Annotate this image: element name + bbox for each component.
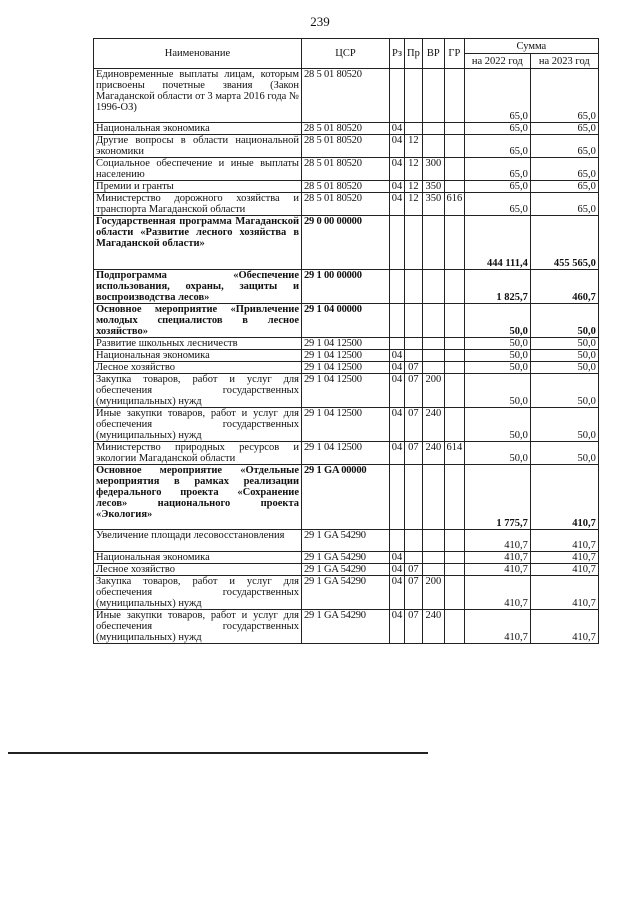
row-csr: 29 1 00 00000 — [302, 270, 390, 304]
row-amount-2022: 50,0 — [464, 374, 530, 408]
row-vr — [422, 362, 444, 374]
row-amount-2023: 50,0 — [530, 374, 598, 408]
row-amount-2022: 410,7 — [464, 552, 530, 564]
table-row — [94, 304, 599, 338]
row-rz: 04 — [390, 193, 405, 216]
row-gr — [444, 304, 464, 338]
table-row — [94, 216, 599, 270]
row-rz — [390, 338, 405, 350]
row-gr — [444, 564, 464, 576]
row-csr: 29 1 04 12500 — [302, 442, 390, 465]
row-pr — [405, 216, 423, 270]
row-name: Подпрограмма «Обеспечение использования, охраны, защиты и воспроизводства лесов» — [94, 270, 302, 304]
row-name: Основное мероприятие «Отдельные мероприятия в рамках реализации федерального проекта «Сохранение лесов» национального проекта «Экология» — [94, 465, 302, 530]
row-amount-2023: 65,0 — [530, 193, 598, 216]
row-amount-2022: 50,0 — [464, 408, 530, 442]
row-vr — [422, 530, 444, 552]
row-pr — [405, 552, 423, 564]
row-gr — [444, 465, 464, 530]
table-row — [94, 530, 599, 552]
row-rz: 04 — [390, 158, 405, 181]
table-row — [94, 442, 599, 465]
row-amount-2022: 65,0 — [464, 193, 530, 216]
row-gr — [444, 362, 464, 374]
row-vr — [422, 69, 444, 123]
row-name: Закупка товаров, работ и услуг для обеспечения государственных (муниципальных) нужд — [94, 576, 302, 610]
page-number: 239 — [310, 14, 330, 29]
row-gr: 614 — [444, 442, 464, 465]
row-rz: 04 — [390, 374, 405, 408]
row-rz: 04 — [390, 610, 405, 644]
row-rz — [390, 69, 405, 123]
row-amount-2023: 65,0 — [530, 181, 598, 193]
row-vr: 200 — [422, 576, 444, 610]
row-vr — [422, 135, 444, 158]
row-pr: 07 — [405, 442, 423, 465]
row-pr — [405, 530, 423, 552]
row-csr: 28 5 01 80520 — [302, 123, 390, 135]
row-rz: 04 — [390, 181, 405, 193]
table-row — [94, 350, 599, 362]
row-csr: 28 5 01 80520 — [302, 158, 390, 181]
row-csr: 29 1 04 12500 — [302, 362, 390, 374]
header-year-2022: на 2022 год — [464, 54, 530, 69]
row-amount-2023: 410,7 — [530, 530, 598, 552]
table-row — [94, 158, 599, 181]
row-amount-2023: 410,7 — [530, 610, 598, 644]
row-name: Единовременные выплаты лицам, которым присвоены почетные звания (Закон Магаданской области от 3 марта 2016 года № 1996-ОЗ) — [94, 69, 302, 123]
row-rz — [390, 216, 405, 270]
table-row — [94, 338, 599, 350]
row-csr: 29 1 04 12500 — [302, 338, 390, 350]
table-row — [94, 408, 599, 442]
header-csr: ЦСР — [302, 39, 390, 69]
row-csr: 29 1 GA 54290 — [302, 530, 390, 552]
row-name: Министерство природных ресурсов и экологии Магаданской области — [94, 442, 302, 465]
row-amount-2023: 410,7 — [530, 552, 598, 564]
row-vr: 240 — [422, 408, 444, 442]
row-name: Закупка товаров, работ и услуг для обеспечения государственных (муниципальных) нужд — [94, 374, 302, 408]
row-name: Государственная программа Магаданской области «Развитие лесного хозяйства в Магаданской области» — [94, 216, 302, 270]
row-amount-2022: 50,0 — [464, 362, 530, 374]
row-pr: 12 — [405, 158, 423, 181]
row-gr — [444, 135, 464, 158]
row-pr: 07 — [405, 374, 423, 408]
footnote-rule — [8, 752, 428, 754]
table-row — [94, 123, 599, 135]
row-amount-2022: 50,0 — [464, 304, 530, 338]
row-amount-2022: 65,0 — [464, 69, 530, 123]
row-vr — [422, 564, 444, 576]
row-amount-2023: 65,0 — [530, 158, 598, 181]
header-name: Наименование — [94, 39, 302, 69]
row-name: Иные закупки товаров, работ и услуг для обеспечения государственных (муниципальных) нужд — [94, 408, 302, 442]
row-amount-2023: 50,0 — [530, 362, 598, 374]
row-amount-2023: 50,0 — [530, 408, 598, 442]
row-amount-2023: 410,7 — [530, 564, 598, 576]
row-amount-2023: 410,7 — [530, 465, 598, 530]
table-row — [94, 270, 599, 304]
row-amount-2022: 410,7 — [464, 610, 530, 644]
row-gr — [444, 270, 464, 304]
row-amount-2023: 50,0 — [530, 442, 598, 465]
row-amount-2023: 50,0 — [530, 304, 598, 338]
row-gr — [444, 350, 464, 362]
header-rz: Рз — [390, 39, 405, 69]
row-rz: 04 — [390, 564, 405, 576]
row-rz — [390, 465, 405, 530]
row-vr: 200 — [422, 374, 444, 408]
row-gr — [444, 123, 464, 135]
row-csr: 29 0 00 00000 — [302, 216, 390, 270]
row-pr: 12 — [405, 135, 423, 158]
row-amount-2022: 410,7 — [464, 530, 530, 552]
row-rz: 04 — [390, 350, 405, 362]
row-gr: 616 — [444, 193, 464, 216]
row-pr: 07 — [405, 408, 423, 442]
row-pr: 07 — [405, 576, 423, 610]
row-rz: 04 — [390, 123, 405, 135]
row-name: Премии и гранты — [94, 181, 302, 193]
row-amount-2022: 65,0 — [464, 181, 530, 193]
row-amount-2023: 65,0 — [530, 123, 598, 135]
row-amount-2022: 50,0 — [464, 442, 530, 465]
table-row — [94, 193, 599, 216]
row-amount-2022: 50,0 — [464, 350, 530, 362]
header-gr: ГР — [444, 39, 464, 69]
row-vr: 240 — [422, 442, 444, 465]
table-row — [94, 552, 599, 564]
row-rz — [390, 270, 405, 304]
row-amount-2022: 65,0 — [464, 123, 530, 135]
table-row — [94, 135, 599, 158]
row-name: Другие вопросы в области национальной экономики — [94, 135, 302, 158]
row-pr — [405, 123, 423, 135]
row-pr — [405, 338, 423, 350]
row-pr — [405, 304, 423, 338]
row-pr — [405, 270, 423, 304]
row-pr: 12 — [405, 193, 423, 216]
row-csr: 29 1 GA 00000 — [302, 465, 390, 530]
row-vr — [422, 270, 444, 304]
row-amount-2023: 455 565,0 — [530, 216, 598, 270]
row-gr — [444, 610, 464, 644]
header-year-2023: на 2023 год — [530, 54, 598, 69]
row-name: Основное мероприятие «Привлечение молодых специалистов в лесное хозяйство» — [94, 304, 302, 338]
row-name: Лесное хозяйство — [94, 564, 302, 576]
row-pr — [405, 350, 423, 362]
row-csr: 29 1 GA 54290 — [302, 552, 390, 564]
header-vr: ВР — [422, 39, 444, 69]
row-rz: 04 — [390, 442, 405, 465]
row-csr: 29 1 GA 54290 — [302, 610, 390, 644]
row-amount-2023: 50,0 — [530, 350, 598, 362]
row-amount-2023: 460,7 — [530, 270, 598, 304]
row-rz: 04 — [390, 576, 405, 610]
row-gr — [444, 69, 464, 123]
row-gr — [444, 408, 464, 442]
table-row — [94, 362, 599, 374]
row-name: Социальное обеспечение и иные выплаты населению — [94, 158, 302, 181]
row-vr — [422, 304, 444, 338]
table-row — [94, 564, 599, 576]
row-csr: 29 1 04 00000 — [302, 304, 390, 338]
row-rz — [390, 304, 405, 338]
row-name: Увеличение площади лесовосстановления — [94, 530, 302, 552]
budget-table — [93, 38, 599, 644]
row-gr — [444, 552, 464, 564]
row-gr — [444, 216, 464, 270]
row-rz: 04 — [390, 408, 405, 442]
row-rz: 04 — [390, 552, 405, 564]
row-gr — [444, 576, 464, 610]
row-csr: 29 1 04 12500 — [302, 408, 390, 442]
row-vr: 350 — [422, 181, 444, 193]
row-amount-2023: 50,0 — [530, 338, 598, 350]
table-header — [94, 39, 599, 69]
row-name: Министерство дорожного хозяйства и транспорта Магаданской области — [94, 193, 302, 216]
row-csr: 29 1 GA 54290 — [302, 564, 390, 576]
table-row — [94, 610, 599, 644]
row-amount-2023: 65,0 — [530, 69, 598, 123]
row-vr — [422, 350, 444, 362]
row-amount-2022: 410,7 — [464, 564, 530, 576]
table-row — [94, 69, 599, 123]
row-gr — [444, 530, 464, 552]
row-amount-2022: 1 775,7 — [464, 465, 530, 530]
row-name: Лесное хозяйство — [94, 362, 302, 374]
row-csr: 28 5 01 80520 — [302, 69, 390, 123]
row-pr: 07 — [405, 610, 423, 644]
row-vr — [422, 465, 444, 530]
table-row — [94, 181, 599, 193]
row-gr — [444, 374, 464, 408]
row-amount-2022: 444 111,4 — [464, 216, 530, 270]
row-vr — [422, 338, 444, 350]
row-vr — [422, 216, 444, 270]
row-amount-2022: 410,7 — [464, 576, 530, 610]
row-csr: 29 1 04 12500 — [302, 374, 390, 408]
row-amount-2022: 65,0 — [464, 135, 530, 158]
row-csr: 28 5 01 80520 — [302, 181, 390, 193]
row-vr — [422, 123, 444, 135]
row-name: Национальная экономика — [94, 552, 302, 564]
row-amount-2022: 50,0 — [464, 338, 530, 350]
row-name: Иные закупки товаров, работ и услуг для обеспечения государственных (муниципальных) нужд — [94, 610, 302, 644]
row-vr: 350 — [422, 193, 444, 216]
row-name: Развитие школьных лесничеств — [94, 338, 302, 350]
row-gr — [444, 338, 464, 350]
row-name: Национальная экономика — [94, 123, 302, 135]
table-row — [94, 576, 599, 610]
row-rz: 04 — [390, 362, 405, 374]
row-pr — [405, 465, 423, 530]
row-vr: 300 — [422, 158, 444, 181]
row-pr — [405, 69, 423, 123]
row-amount-2022: 65,0 — [464, 158, 530, 181]
row-csr: 28 5 01 80520 — [302, 135, 390, 158]
row-gr — [444, 158, 464, 181]
row-amount-2022: 1 825,7 — [464, 270, 530, 304]
row-rz: 04 — [390, 135, 405, 158]
row-pr: 12 — [405, 181, 423, 193]
row-vr: 240 — [422, 610, 444, 644]
row-amount-2023: 65,0 — [530, 135, 598, 158]
row-rz — [390, 530, 405, 552]
row-vr — [422, 552, 444, 564]
table-body — [94, 69, 599, 644]
row-pr: 07 — [405, 564, 423, 576]
header-sum: Сумма — [464, 39, 598, 54]
row-csr: 28 5 01 80520 — [302, 193, 390, 216]
row-gr — [444, 181, 464, 193]
header-pr: Пр — [405, 39, 423, 69]
table-row — [94, 374, 599, 408]
row-pr: 07 — [405, 362, 423, 374]
row-csr: 29 1 04 12500 — [302, 350, 390, 362]
row-csr: 29 1 GA 54290 — [302, 576, 390, 610]
row-name: Национальная экономика — [94, 350, 302, 362]
row-amount-2023: 410,7 — [530, 576, 598, 610]
table-row — [94, 465, 599, 530]
